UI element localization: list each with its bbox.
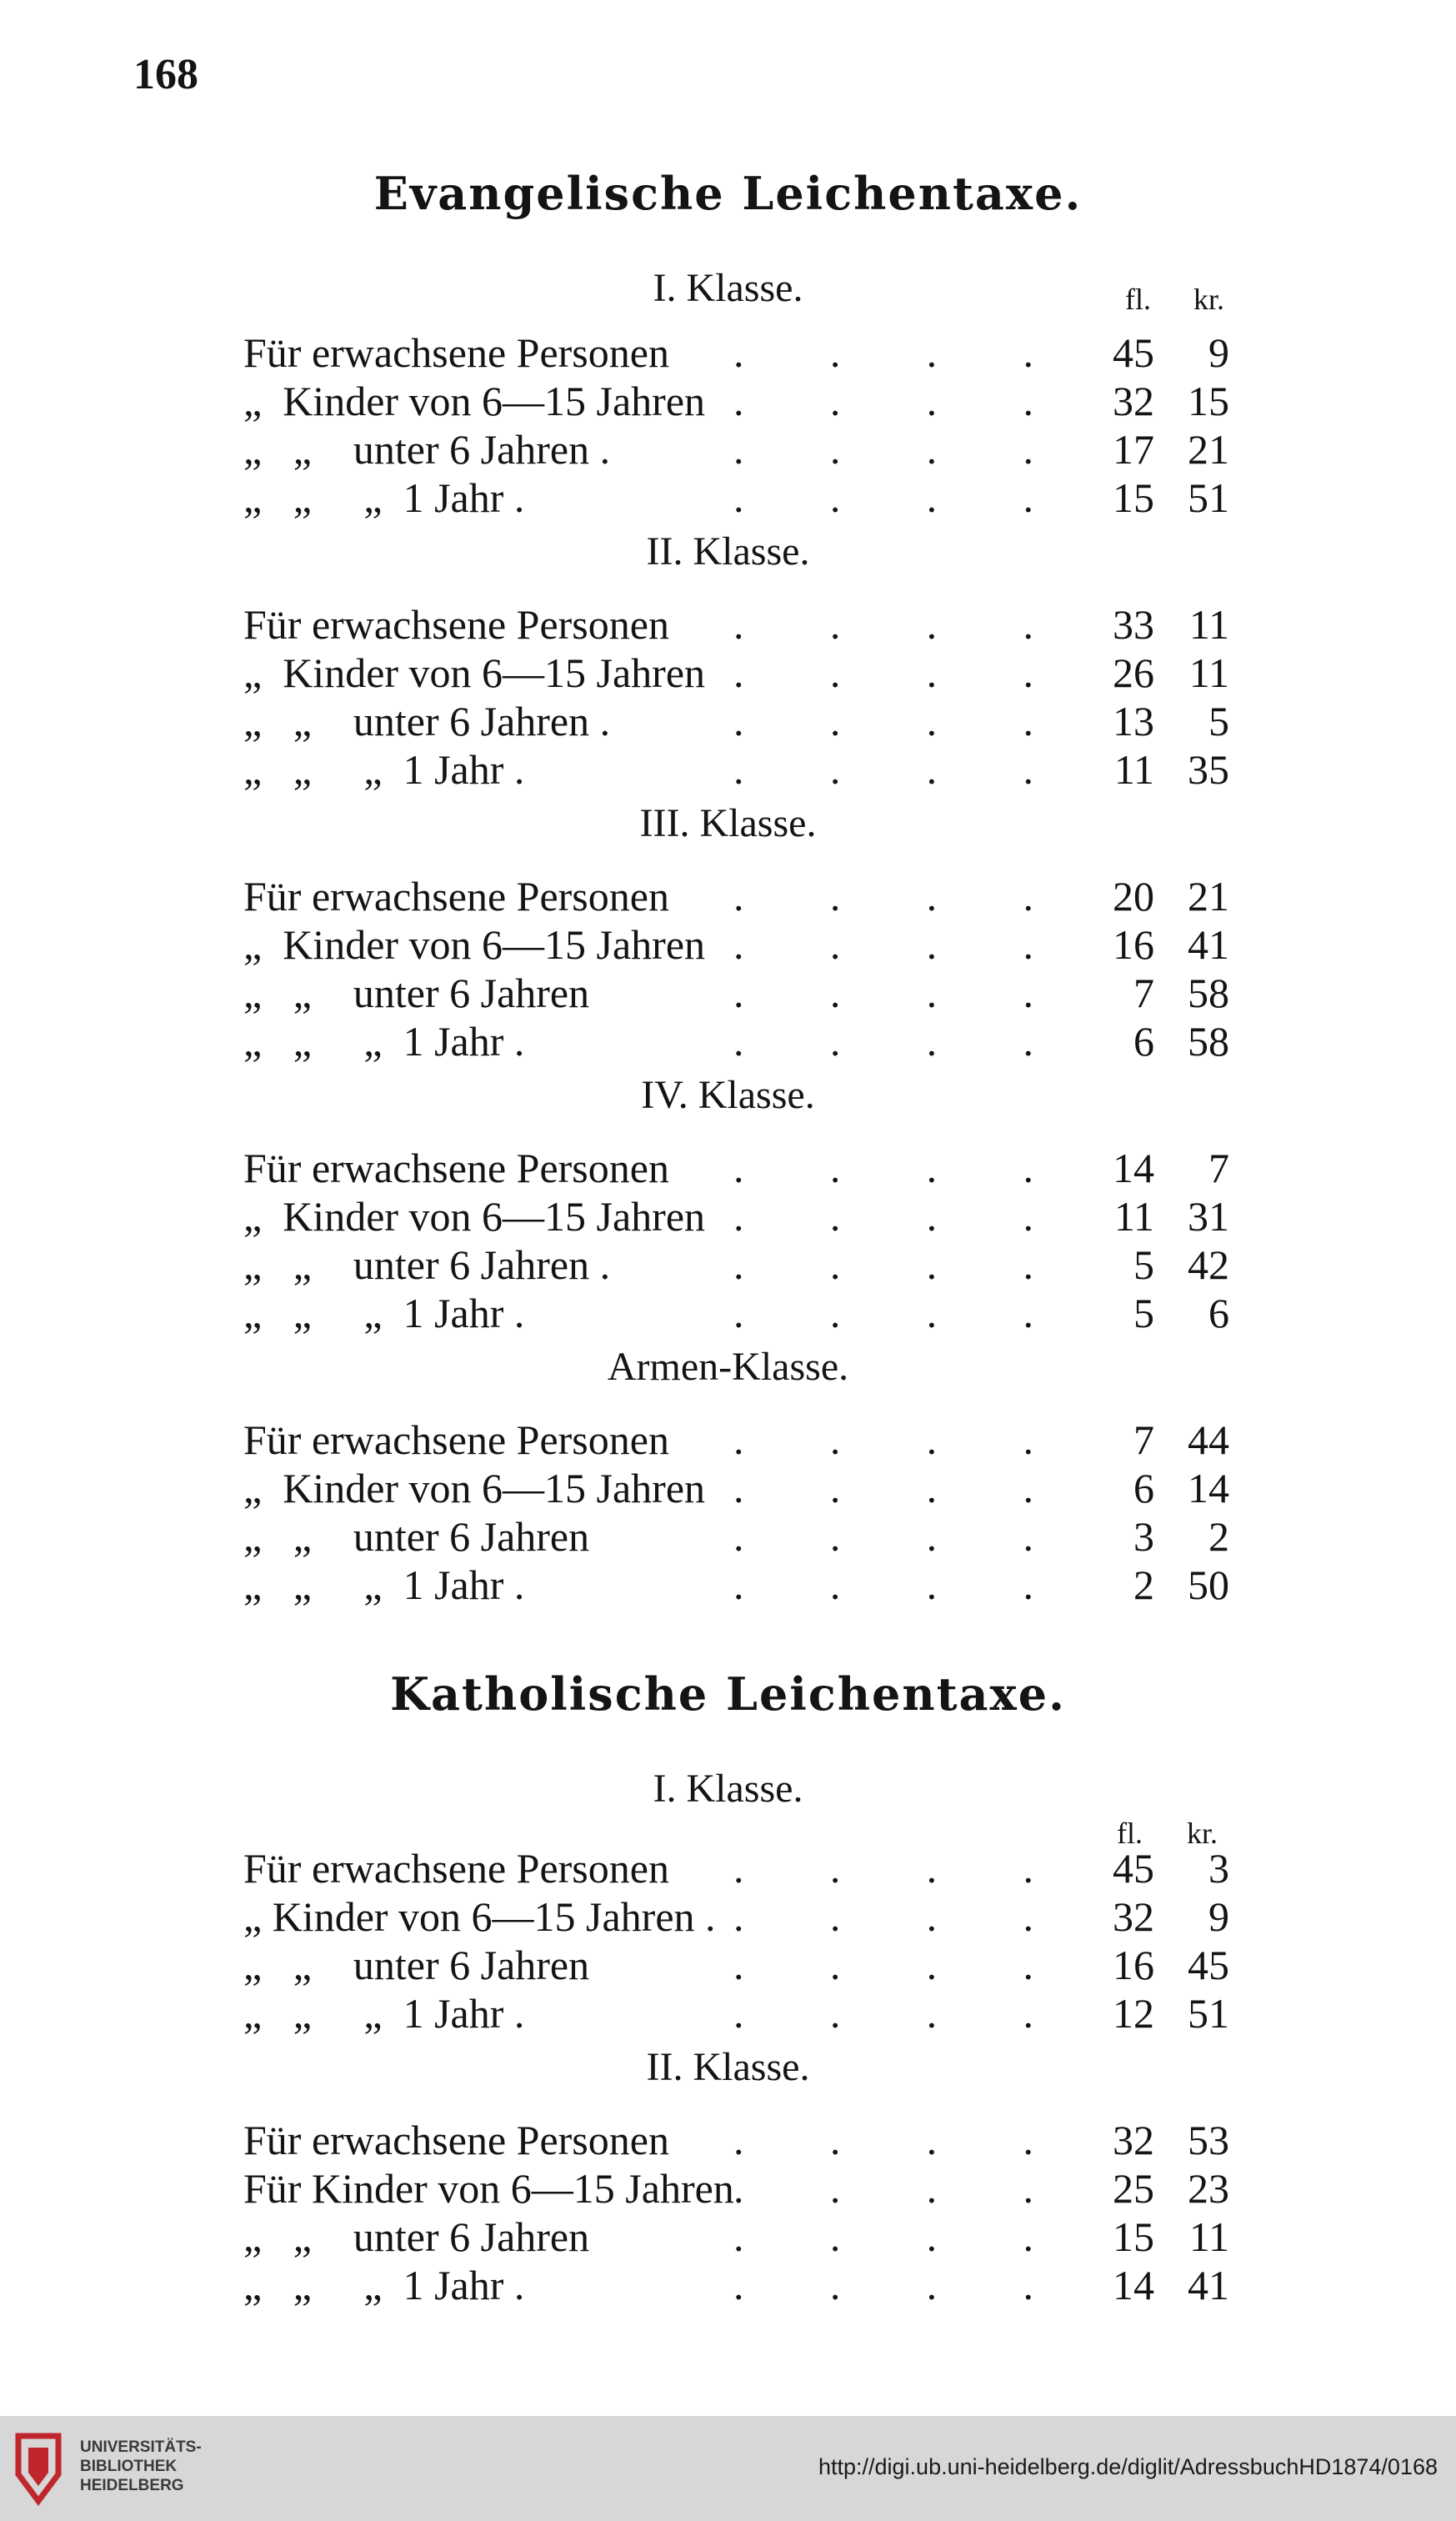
fee-row <box>0 1416 1456 1464</box>
fee-row-label: „ Kinder von 6—15 Jahren <box>243 1193 706 1240</box>
fee-gulden-value: 6 <box>1133 1018 1154 1065</box>
leader-dots: . . . . <box>733 1145 1033 1191</box>
fee-kreuzer-value: 35 <box>1188 746 1229 793</box>
evangelical-class-5-heading: Armen-Klasse. <box>607 1345 849 1389</box>
fee-kreuzer-value: 5 <box>1208 698 1229 744</box>
leader-dots: . . . . <box>733 2117 1033 2163</box>
fee-gulden-value: 5 <box>1133 1290 1154 1336</box>
fee-kreuzer-value: 9 <box>1208 329 1229 376</box>
fee-row <box>0 1144 1456 1192</box>
leader-dots: . . . . <box>733 873 1033 920</box>
fee-row <box>0 474 1456 522</box>
fee-kreuzer-value: 6 <box>1208 1290 1229 1336</box>
fee-row-label: „ „ unter 6 Jahren <box>243 970 590 1016</box>
fee-row <box>0 1240 1456 1289</box>
library-logo-text: UNIVERSITÄTS- BIBLIOTHEK HEIDELBERG <box>80 2438 202 2494</box>
fee-kreuzer-value: 51 <box>1188 474 1229 521</box>
fee-gulden-value: 17 <box>1113 426 1154 473</box>
fee-row-label: „ Kinder von 6—15 Jahren <box>243 378 706 424</box>
fee-row-label: „ „ unter 6 Jahren <box>243 2213 590 2260</box>
fee-row-label: „ „ „ 1 Jahr . <box>243 1990 525 2037</box>
fee-gulden-value: 2 <box>1133 1561 1154 1608</box>
fee-row-label: „ Kinder von 6—15 Jahren <box>243 921 706 968</box>
leader-dots: . . . . <box>733 1416 1033 1463</box>
catholic-title: Katholische Leichentaxe. <box>390 1667 1066 1721</box>
fee-row <box>0 1561 1456 1609</box>
fee-kreuzer-value: 42 <box>1188 1241 1229 1288</box>
leader-dots: . . . . <box>733 2262 1033 2308</box>
fee-row-label: Für erwachsene Personen <box>243 2117 669 2163</box>
fee-gulden-value: 6 <box>1133 1465 1154 1511</box>
leader-dots: . . . . <box>733 1845 1033 1892</box>
fee-row-label: „ „ „ 1 Jahr . <box>243 2262 525 2308</box>
fee-gulden-value: 11 <box>1113 746 1154 793</box>
fee-kreuzer-value: 11 <box>1188 601 1229 648</box>
fee-row <box>0 969 1456 1017</box>
leader-dots: . . . . <box>733 426 1033 473</box>
fee-gulden-value: 11 <box>1113 1193 1154 1240</box>
leader-dots: . . . . <box>733 970 1033 1016</box>
fee-row <box>0 1017 1456 1065</box>
fee-gulden-value: 32 <box>1113 378 1154 424</box>
fee-row-label: Für Kinder von 6—15 Jahren <box>243 2165 734 2212</box>
fee-kreuzer-value: 11 <box>1188 649 1229 696</box>
fee-row <box>0 1844 1456 1892</box>
evangelical-class-3-heading: III. Klasse. <box>639 801 817 845</box>
fee-kreuzer-value: 11 <box>1188 2213 1229 2260</box>
fee-kreuzer-value: 41 <box>1188 921 1229 968</box>
evangelical-class-2-heading: II. Klasse. <box>646 529 810 574</box>
fee-row <box>0 1464 1456 1512</box>
fee-row-label: „ „ „ 1 Jahr . <box>243 1561 525 1608</box>
leader-dots: . . . . <box>733 329 1033 376</box>
leader-dots: . . . . <box>733 1241 1033 1288</box>
leader-dots: . . . . <box>733 1193 1033 1240</box>
leader-dots: . . . . <box>733 601 1033 648</box>
fee-gulden-value: 15 <box>1113 2213 1154 2260</box>
fee-gulden-value: 13 <box>1113 698 1154 744</box>
fee-kreuzer-value: 3 <box>1208 1845 1229 1892</box>
fee-kreuzer-value: 44 <box>1188 1416 1229 1463</box>
fee-gulden-value: 16 <box>1113 921 1154 968</box>
fee-row <box>0 745 1456 794</box>
fee-gulden-value: 14 <box>1113 2262 1154 2308</box>
fee-row <box>0 1892 1456 1941</box>
fee-row <box>0 2116 1456 2164</box>
fee-row-label: „ „ „ 1 Jahr . <box>243 474 525 521</box>
catholic-class-1-heading: I. Klasse. <box>653 1767 803 1811</box>
fee-row-label: „ Kinder von 6—15 Jahren . <box>243 1893 716 1940</box>
leader-dots: . . . . <box>733 1561 1033 1608</box>
fee-row-label: Für erwachsene Personen <box>243 1845 669 1892</box>
fee-kreuzer-value: 23 <box>1188 2165 1229 2212</box>
evangelical-class-4-heading: IV. Klasse. <box>641 1073 815 1117</box>
fee-row-label: „ „ „ 1 Jahr . <box>243 746 525 793</box>
fee-kreuzer-value: 41 <box>1188 2262 1229 2308</box>
leader-dots: . . . . <box>733 1465 1033 1511</box>
leader-dots: . . . . <box>733 1942 1033 1988</box>
fee-kreuzer-value: 21 <box>1188 873 1229 920</box>
leader-dots: . . . . <box>733 378 1033 424</box>
fee-gulden-value: 16 <box>1113 1942 1154 1988</box>
fee-row <box>0 1512 1456 1561</box>
footer-bar <box>0 2416 1456 2521</box>
catholic-class-2-heading: II. Klasse. <box>646 2045 810 2089</box>
fee-row-label: „ Kinder von 6—15 Jahren <box>243 1465 706 1511</box>
fee-kreuzer-value: 53 <box>1188 2117 1229 2163</box>
fee-kreuzer-value: 58 <box>1188 1018 1229 1065</box>
evangelical-unit-fl: fl. <box>1125 283 1151 316</box>
fee-row <box>0 377 1456 425</box>
fee-row <box>0 2213 1456 2261</box>
fee-gulden-value: 26 <box>1113 649 1154 696</box>
catholic-unit-fl: fl. <box>1117 1817 1143 1850</box>
fee-gulden-value: 15 <box>1113 474 1154 521</box>
fee-row-label: „ „ unter 6 Jahren <box>243 1942 590 1988</box>
fee-gulden-value: 5 <box>1133 1241 1154 1288</box>
fee-row <box>0 1289 1456 1337</box>
leader-dots: . . . . <box>733 1018 1033 1065</box>
fee-kreuzer-value: 7 <box>1208 1145 1229 1191</box>
fee-row-label: „ „ unter 6 Jahren . <box>243 698 611 744</box>
fee-row <box>0 600 1456 649</box>
evangelical-title: Evangelische Leichentaxe. <box>373 167 1083 220</box>
fee-row <box>0 1989 1456 2037</box>
fee-gulden-value: 45 <box>1113 329 1154 376</box>
fee-row-label: Für erwachsene Personen <box>243 329 669 376</box>
fee-gulden-value: 45 <box>1113 1845 1154 1892</box>
fee-kreuzer-value: 51 <box>1188 1990 1229 2037</box>
fee-gulden-value: 32 <box>1113 1893 1154 1940</box>
fee-row <box>0 1941 1456 1989</box>
fee-kreuzer-value: 50 <box>1188 1561 1229 1608</box>
fee-row-label: „ „ unter 6 Jahren . <box>243 1241 611 1288</box>
fee-row-label: „ Kinder von 6—15 Jahren <box>243 649 706 696</box>
fee-kreuzer-value: 2 <box>1208 1513 1229 1560</box>
fee-row <box>0 649 1456 697</box>
leader-dots: . . . . <box>733 1990 1033 2037</box>
library-logo-icon <box>12 2431 65 2506</box>
fee-kreuzer-value: 31 <box>1188 1193 1229 1240</box>
catholic-unit-kr: kr. <box>1187 1817 1218 1850</box>
leader-dots: . . . . <box>733 746 1033 793</box>
fee-row-label: „ „ unter 6 Jahren <box>243 1513 590 1560</box>
fee-row <box>0 425 1456 474</box>
fee-row <box>0 920 1456 969</box>
leader-dots: . . . . <box>733 1893 1033 1940</box>
evangelical-unit-kr: kr. <box>1193 283 1225 316</box>
leader-dots: . . . . <box>733 474 1033 521</box>
leader-dots: . . . . <box>733 2165 1033 2212</box>
source-url-link[interactable]: http://digi.ub.uni-heidelberg.de/diglit/AdressbuchHD1874/0168 <box>818 2454 1438 2479</box>
fee-row-label: „ „ unter 6 Jahren . <box>243 426 611 473</box>
fee-row-label: Für erwachsene Personen <box>243 1145 669 1191</box>
fee-gulden-value: 33 <box>1113 601 1154 648</box>
leader-dots: . . . . <box>733 2213 1033 2260</box>
fee-gulden-value: 25 <box>1113 2165 1154 2212</box>
page-number: 168 <box>133 51 198 98</box>
fee-row-label: Für erwachsene Personen <box>243 601 669 648</box>
fee-kreuzer-value: 14 <box>1188 1465 1229 1511</box>
fee-gulden-value: 7 <box>1133 1416 1154 1463</box>
fee-gulden-value: 12 <box>1113 1990 1154 2037</box>
fee-gulden-value: 3 <box>1133 1513 1154 1560</box>
leader-dots: . . . . <box>733 649 1033 696</box>
fee-kreuzer-value: 21 <box>1188 426 1229 473</box>
fee-kreuzer-value: 9 <box>1208 1893 1229 1940</box>
fee-row-label: „ „ „ 1 Jahr . <box>243 1290 525 1336</box>
fee-gulden-value: 7 <box>1133 970 1154 1016</box>
fee-row <box>0 872 1456 920</box>
fee-gulden-value: 20 <box>1113 873 1154 920</box>
fee-row <box>0 328 1456 377</box>
leader-dots: . . . . <box>733 1290 1033 1336</box>
fee-kreuzer-value: 15 <box>1188 378 1229 424</box>
fee-row <box>0 2164 1456 2213</box>
fee-gulden-value: 14 <box>1113 1145 1154 1191</box>
leader-dots: . . . . <box>733 698 1033 744</box>
fee-row <box>0 2261 1456 2309</box>
fee-row <box>0 1192 1456 1240</box>
fee-row-label: Für erwachsene Personen <box>243 1416 669 1463</box>
fee-row-label: Für erwachsene Personen <box>243 873 669 920</box>
leader-dots: . . . . <box>733 1513 1033 1560</box>
fee-kreuzer-value: 45 <box>1188 1942 1229 1988</box>
fee-row-label: „ „ „ 1 Jahr . <box>243 1018 525 1065</box>
leader-dots: . . . . <box>733 921 1033 968</box>
fee-row <box>0 697 1456 745</box>
fee-kreuzer-value: 58 <box>1188 970 1229 1016</box>
evangelical-class-1-heading: I. Klasse. <box>653 266 803 310</box>
fee-gulden-value: 32 <box>1113 2117 1154 2163</box>
